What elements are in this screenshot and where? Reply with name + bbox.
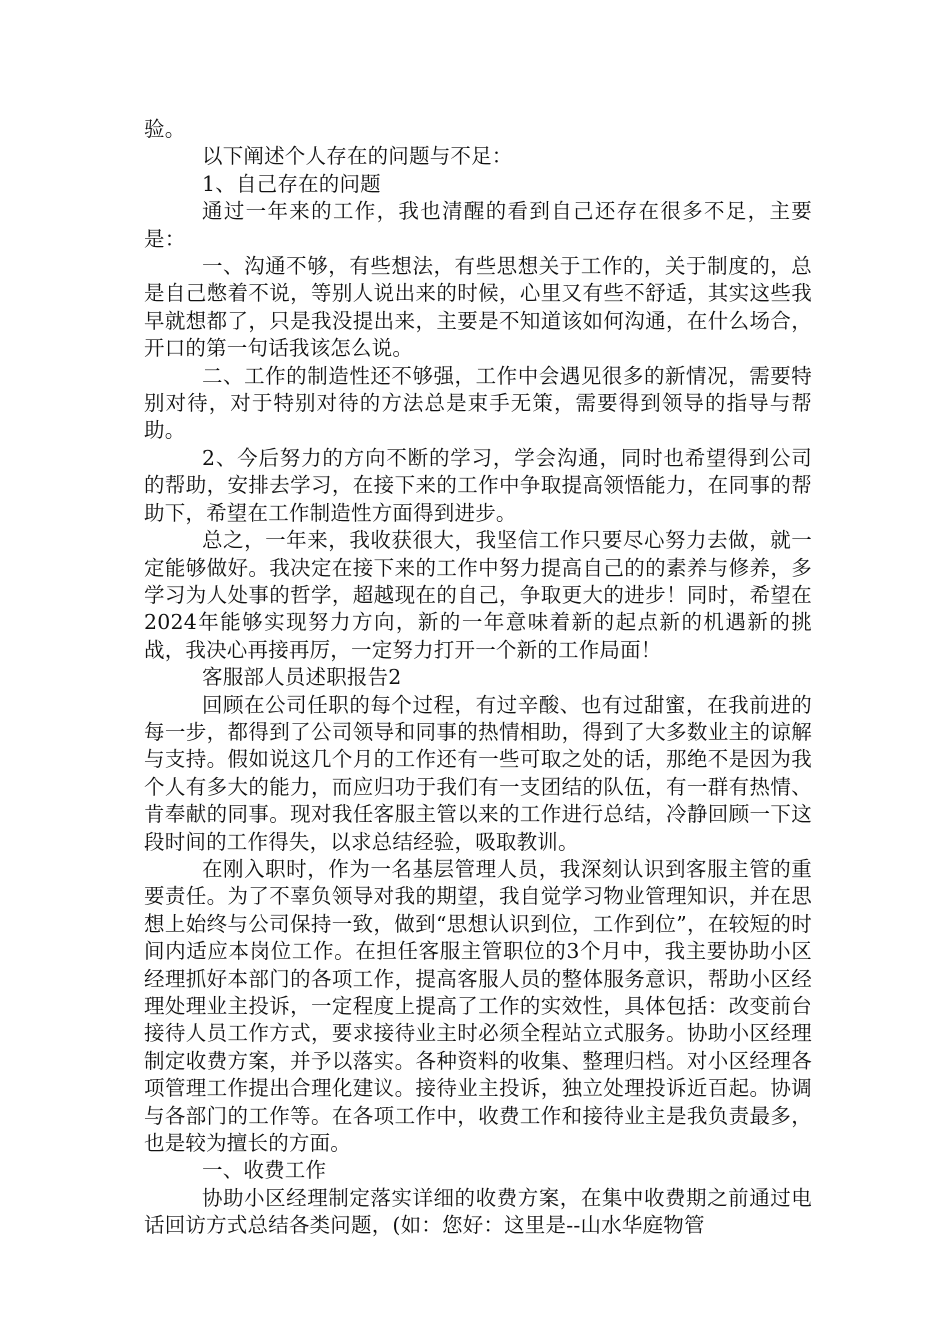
report-title-2: 客服部人员述职报告2 (202, 665, 402, 690)
paragraph-fee-plan: 协助小区经理制定落实详细的收费方案，在集中收费期之前通过电话回访方式总结各类问题，(如：您好：这里是--山水华庭物管 (144, 1185, 812, 1238)
heading-fee-work: 一、收费工作 (202, 1158, 327, 1183)
paragraph-conclusion: 总之，一年来，我收获很大，我坚信工作只要尽心努力去做，就一定能够做好。我决定在接下来的工作中努力提高自己的的素养与修养，多学习为人处事的哲学，超越现在的自己，争取更大的进步！同时，希望在2024年能够实现努力方向，新的一年意味着新的起点新的机遇新的挑战，我决心再接再厉，一定努力打开一个新的工作局面！ (144, 528, 812, 662)
heading-own-problems: 1、自己存在的问题 (202, 171, 381, 196)
paragraph-review: 回顾在公司任职的每个过程，有过辛酸、也有过甜蜜，在我前进的每一步，都得到了公司领导和同事的热情相助，得到了大多数业主的谅解与支持。假如说这几个月的工作还有一些可取之处的话，那绝不是因为我个人有多大的能力，而应归功于我们有一支团结的队伍，有一群有热情、肯奉献的同事。现对我任客服主管以来的工作进行总结，冷静回顾一下这段时间的工作得失，以求总结经验，吸取教训。 (144, 692, 812, 854)
paragraph-communication: 一、沟通不够，有些想法，有些思想关于工作的，关于制度的，总是自己憋着不说，等别人说出来的时候，心里又有些不舒适，其实这些我早就想都了，只是我没提出来，主要是不知道该如何沟通，在什么场合，开口的第一句话我该怎么说。 (144, 254, 812, 361)
document-page (144, 116, 812, 1240)
paragraph-future-direction: 2、今后努力的方向不断的学习，学会沟通，同时也希望得到公司的帮助，安排去学习，在接下来的工作中争取提高领悟能力，在同事的帮助下，希望在工作制造性方面得到进步。 (144, 445, 812, 525)
paragraph-problems-intro: 以下阐述个人存在的问题与不足： (202, 144, 513, 169)
paragraph-creativity: 二、工作的制造性还不够强，工作中会遇见很多的新情况，需要特别对待，对于特别对待的方法总是束手无策，需要得到领导的指导与帮助。 (144, 363, 812, 443)
paragraph-onboarding: 在刚入职时，作为一名基层管理人员，我深刻认识到客服主管的重要责任。为了不辜负领导对我的期望，我自觉学习物业管理知识，并在思想上始终与公司保持一致，做到“思想认识到位，工作到位”，在较短的时间内适应本岗位工作。在担任客服主管职位的3个月中，我主要协助小区经理抓好本部门的各项工作，提高客服人员的整体服务意识，帮助小区经理处理业主投诉，一定程度上提高了工作的实效性，具体包括：改变前台接待人员工作方式，要求接待业主时必须全程站立式服务。协助小区经理制定收费方案，并予以落实。各种资料的收集、整理归档。对小区经理各项管理工作提出合理化建议。接待业主投诉，独立处理投诉近百起。协调与各部门的工作等。在各项工作中，收费工作和接待业主是我负责最多，也是较为擅长的方面。 (144, 856, 812, 1156)
paragraph-continuation: 验。 (144, 117, 186, 141)
paragraph-shortcomings: 通过一年来的工作，我也清醒的看到自己还存在很多不足，主要是： (144, 199, 812, 251)
